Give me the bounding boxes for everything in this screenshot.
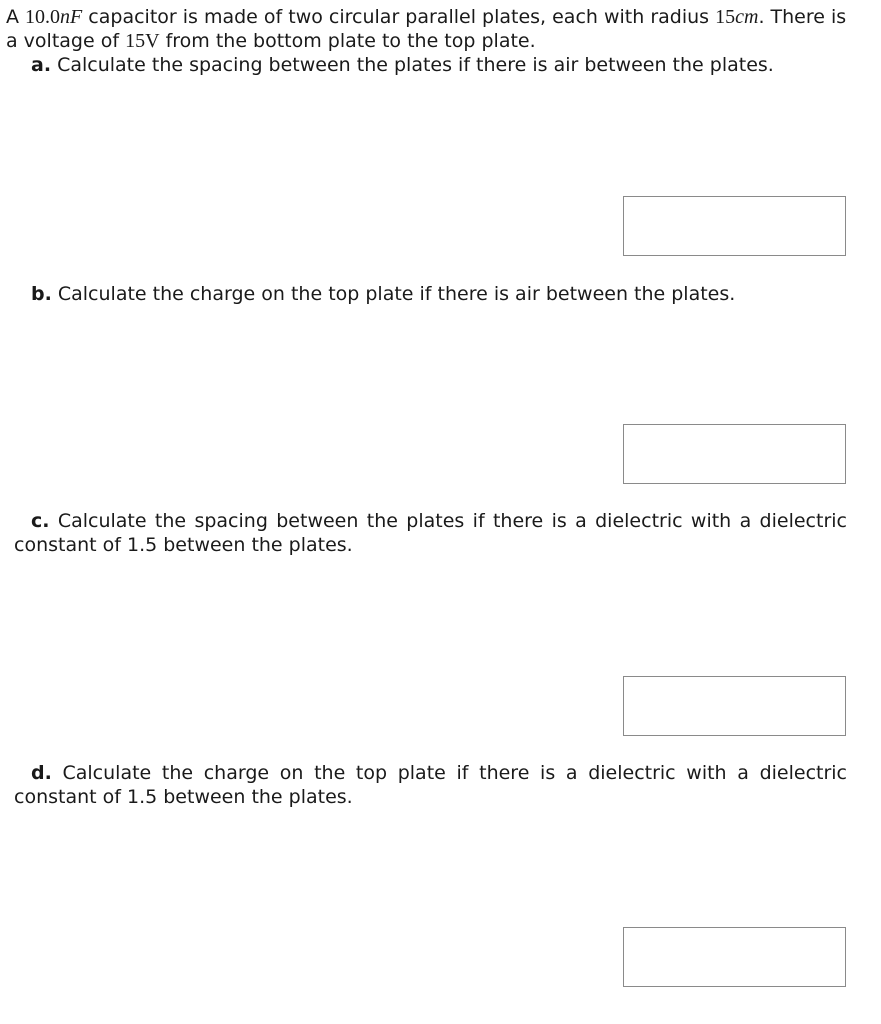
question-b bbox=[31, 282, 851, 306]
answer-input-a[interactable] bbox=[623, 196, 846, 256]
question-c bbox=[14, 509, 847, 557]
answer-input-c[interactable] bbox=[623, 676, 846, 736]
intro-suffix: from the bottom plate to the top plate. bbox=[159, 30, 536, 52]
question-a-label: a. bbox=[31, 54, 52, 76]
intro-prefix: A bbox=[6, 6, 26, 28]
answer-input-d[interactable] bbox=[623, 927, 846, 987]
question-a-text: Calculate the spacing between the plates if there is air between the plates. bbox=[51, 54, 774, 76]
question-d-text: Calculate the charge on the top plate if there is a dielectric with a dielectric constant of 1.5 between the plates. bbox=[14, 762, 847, 808]
question-b-text: Calculate the charge on the top plate if there is air between the plates. bbox=[51, 283, 736, 305]
problem-statement bbox=[6, 5, 856, 53]
question-d-label: d. bbox=[31, 762, 52, 784]
question-b-label: b. bbox=[31, 283, 52, 305]
intro-mid2: . There is a voltage of bbox=[6, 6, 847, 52]
radius-value: 15cm bbox=[715, 6, 759, 28]
question-c-text: Calculate the spacing between the plates if there is a dielectric with a dielectric constant of 1.5 between the plates. bbox=[14, 510, 847, 556]
answer-input-b[interactable] bbox=[623, 424, 846, 484]
voltage-value: 15V bbox=[125, 30, 160, 52]
intro-mid1: capacitor is made of two circular parallel plates, each with radius bbox=[82, 6, 716, 28]
question-d bbox=[14, 761, 847, 809]
question-c-label: c. bbox=[31, 510, 50, 532]
question-a bbox=[31, 53, 851, 77]
capacitance-value: 10.0nF bbox=[25, 6, 83, 28]
